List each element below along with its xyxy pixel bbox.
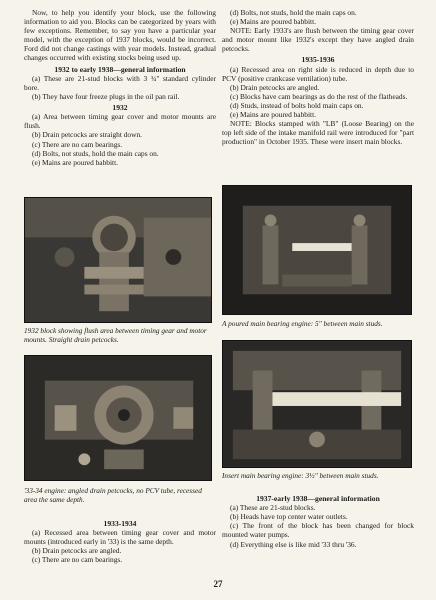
list-item: (c) The front of the block has been changed for block mounted water pumps. <box>222 521 414 540</box>
list-item: (e) Mains are poured babbitt. <box>230 110 316 120</box>
heading-1932: 1932 <box>112 103 128 113</box>
photo-caption-poured-main: A poured main bearing engine: 5" between main studs. <box>222 319 383 328</box>
list-item: (c) There are no cam bearings. <box>32 139 123 149</box>
heading-1935-1936: 1935-1936 <box>301 55 335 65</box>
list-item: (b) They have four freeze plugs in the oil pan rail. <box>32 91 180 101</box>
photo-caption-1932: 1932 block showing flush area between timing gear and motor mounts. Straight drain petcocks. <box>24 326 207 344</box>
list-item: (b) Drain petcocks are straight down. <box>32 130 143 140</box>
heading-1933-1934: 1933-1934 <box>103 519 137 528</box>
list-item: (a) Area between timing gear cover and motor mounts are flush. <box>24 112 216 131</box>
heading-1932-1938: 1932 to early 1938—general information <box>54 64 186 74</box>
engine-photo-1932 <box>24 197 212 323</box>
engine-photo-1933-34 <box>24 355 212 481</box>
list-item: (d) Everything else is like mid '33 thru '36. <box>230 539 357 549</box>
right-column-bottom <box>222 492 414 549</box>
left-column-bottom <box>24 517 216 565</box>
list-item: (b) Drain petcocks are angled. <box>230 82 320 92</box>
list-item: (a) Recessed area between timing gear cover and motor mounts (introduced early in '33) is the same depth. <box>24 528 216 547</box>
intro-paragraph: Now, to help you identify your block, use the following information to aid you. Blocks can be categorized by years with few exceptions. Remember, to say you have a particular year model, with the exception of 1937 blocks, would be incorrect. Ford did not change castings with year models. Instead, gradual changes occurred with existing stocks being used up. <box>24 8 216 63</box>
list-item: (d) Bolts, not studs, hold the main caps on. <box>32 148 159 158</box>
note-paragraph: NOTE: Early 1933's are flush between the timing gear cover and motor mount like 1932's except they have angled drain petcocks. <box>222 26 414 54</box>
right-column-top <box>222 8 414 147</box>
list-item: (a) These are 21-stud blocks with 3 ¾" standard cylinder bore. <box>24 73 216 92</box>
list-item: (e) Mains are poured babbitt. <box>32 157 118 167</box>
list-item: (a) Recessed area on right side is reduced in depth due to PCV (positive crankcase ventilation) tube. <box>222 64 414 83</box>
photo-caption-insert-main: Insert main bearing engine: 3½" between main studs. <box>222 471 379 480</box>
list-item: (e) Mains are poured babbitt. <box>230 17 316 27</box>
list-item: (a) These are 21-stud blocks. <box>230 503 316 513</box>
list-item: (b) Drain petcocks are angled. <box>32 546 122 556</box>
list-item: (c) There are no cam bearings. <box>32 555 123 565</box>
heading-1937-1938: 1937-early 1938—general information <box>256 494 380 503</box>
engine-photo-insert-main <box>222 340 412 468</box>
list-item: (b) Heads have top center water outlets. <box>230 512 348 522</box>
list-item: (d) Bolts, not studs, hold the main caps on. <box>230 8 357 17</box>
engine-photo-poured-main <box>222 185 412 315</box>
note-paragraph: NOTE: Blocks stamped with "LB" (Loose Bearing) on the top left side of the intake manifold rail were introduced for "part production" in October 1935. These were insert main blocks. <box>222 119 414 147</box>
list-item: (d) Studs, instead of bolts hold main caps on. <box>230 101 364 111</box>
photo-caption-1933-34: '33-34 engine: angled drain petcocks, no PCV tube, recessed area the same depth. <box>24 486 202 504</box>
left-column-top <box>24 8 216 167</box>
list-item: (c) Blocks have cam bearings as do the rest of the flatheads. <box>230 91 408 101</box>
page-number: 27 <box>213 579 223 589</box>
